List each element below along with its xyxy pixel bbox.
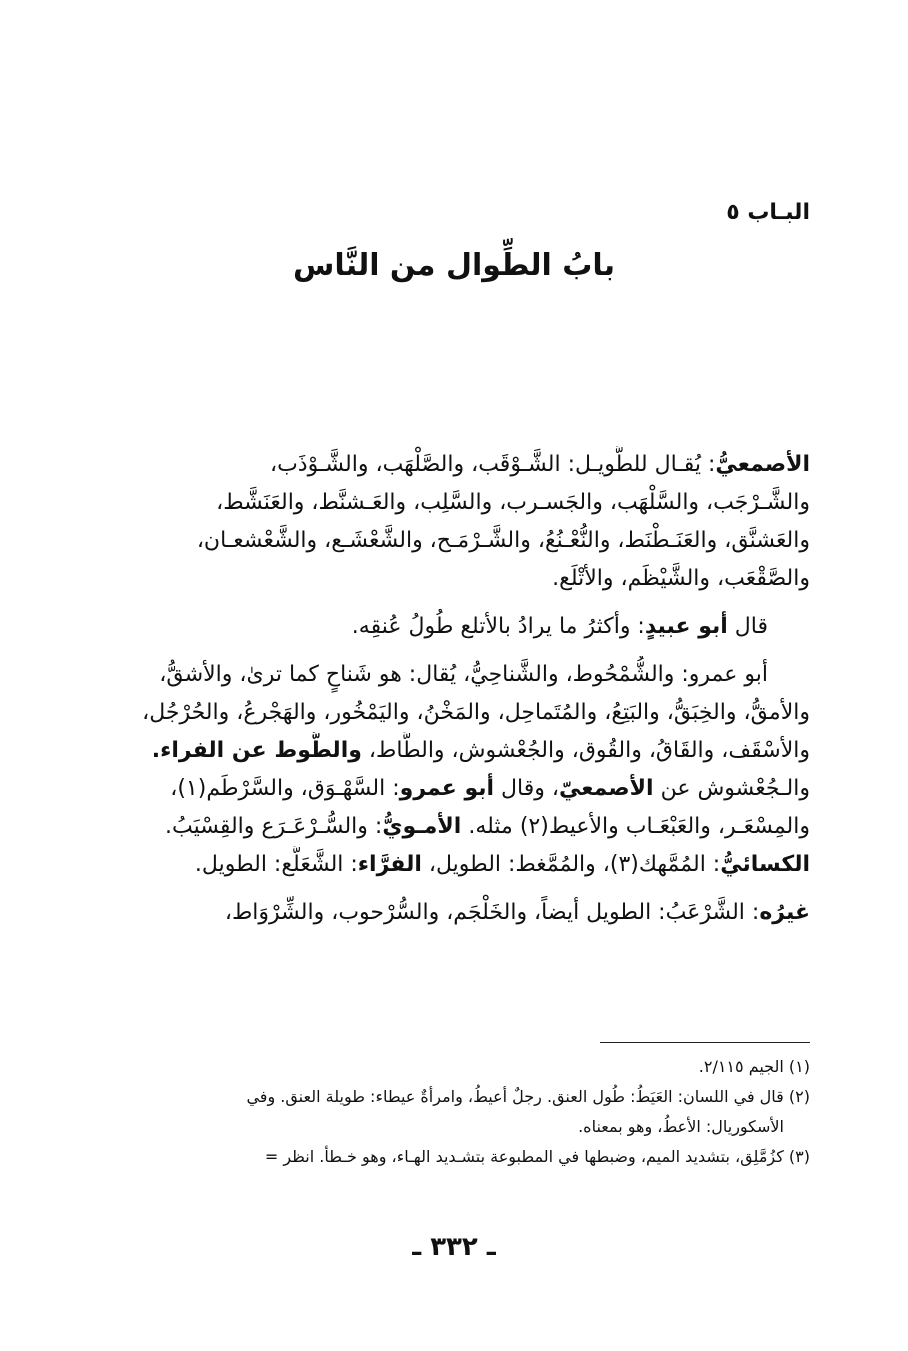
text-line — [108, 522, 810, 560]
text-line — [108, 656, 810, 694]
text-run: والأمقُّ، والخِبَقُّ، والبَتِعُ، والمُتَماحِل، والمَخْنُ، واليَمْخُور، والهَجْرعُ، والحُرْجُل، — [142, 700, 810, 725]
text-run: والـجُعْشوش عن — [653, 776, 810, 801]
bold-text: أبو عمرو — [399, 776, 495, 801]
footnote: (٣) كزُمَّلِق، بتشديد الميم، وضبطها في المطبوعة بتشـديد الهـاء، وهو خـطأ. انظر = — [264, 1147, 810, 1166]
footnote-divider — [600, 1042, 810, 1043]
text-run: : والسُّـرْعَـرَع والقِسْيَبُ. — [164, 814, 383, 839]
bold-text: الكسائيُّ — [720, 852, 810, 877]
text-run: والأسْقَف، والقَاقُ، والقُوق، والجُعْشوش، والطَّاط، — [361, 738, 810, 763]
text-line — [108, 770, 810, 808]
text-run: : الشَّعَلَّع: الطويل. — [194, 852, 358, 877]
text-line — [108, 694, 810, 732]
text-line — [108, 846, 810, 884]
text-line — [108, 446, 810, 484]
text-line — [108, 732, 810, 770]
paragraph — [108, 446, 810, 598]
paragraph — [108, 656, 810, 884]
text-run: قال — [727, 614, 768, 639]
text-run: : المُمَّهك(٣)، والمُمَّغط: الطويل، — [421, 852, 721, 877]
text-run: : وأكثرُ ما يرادُ بالأتلع طُولُ عُنقِه. — [351, 614, 645, 639]
text-run: : السَّهْـوَق، والسَّرْطَم(١)، — [170, 776, 400, 801]
bold-text: غيرُه — [759, 900, 810, 925]
text-run: : يُقـال للطَّويـل: الشَّـوْقَب، والصَّلْهَب، والشَّـوْذَب، — [269, 452, 716, 477]
text-run: والشَّـرْجَب، والسَّلْهَب، والجَسـرب، والسَّلِب، والعَـشنَّط، والعَنَشَّط، — [216, 490, 810, 515]
bold-text: أبو عبيدٍ — [644, 614, 728, 639]
text-line — [108, 560, 810, 598]
paragraph — [108, 894, 810, 932]
paragraph — [108, 608, 810, 646]
footnote: الأسكوريال: الأعطُ، وهو بمعناه. — [578, 1117, 784, 1136]
text-run: : الشَّرْعَبُ: الطويل أيضاً، والخَلْجَم، والسُّرْحوب، والشِّرْوَاط، — [224, 900, 760, 925]
bold-text: الأصمعيُّ — [715, 452, 810, 477]
text-line — [108, 894, 810, 932]
chapter-title: بابُ الطِّوال من النَّاس — [293, 248, 615, 283]
page-number: ـ ٣٣٢ ـ — [412, 1232, 496, 1262]
bold-text: الأمـويُّ — [382, 814, 462, 839]
bold-text: الأصمعيّ — [558, 776, 654, 801]
text-line — [108, 808, 810, 846]
bold-text: الفرَّاء — [357, 852, 422, 877]
text-run: والصَّقْعَب، والشَّيْظَم، والأتْلَع. — [552, 566, 810, 591]
text-run: والعَشنَّق، والعَنَـطْنَط، والنُّعْـنُعُ، والشَّـرْمَـح، والشَّعْشَـع، والشَّعْشعـان، — [196, 528, 810, 553]
footnote: (٢) قال في اللسان: العَيَطُ: طُول العنق. رجلٌ أعيطُ، وامرأةٌ عيطاء: طويلة العنق. وفي — [246, 1087, 810, 1106]
text-run: ، وقال — [494, 776, 559, 801]
chapter-label: البـاب ٥ — [726, 200, 810, 225]
footnotes — [100, 1052, 810, 1172]
footnote: (١) الجيم ٢/١١٥. — [698, 1057, 810, 1076]
text-line — [108, 608, 810, 646]
text-line — [108, 484, 810, 522]
text-run: والمِسْعَـر، والعَبْعَـاب والأعيط(٢) مثله. — [461, 814, 810, 839]
bold-text: والطُّوط عن الفراء. — [151, 738, 362, 763]
main-text — [108, 446, 810, 932]
text-run: أبو عمرو: والشُّمْحُوط، والشَّناحِيُّ، يُقال: هو شَناحٍ كما ترىٰ، والأشقُّ، — [159, 662, 768, 687]
